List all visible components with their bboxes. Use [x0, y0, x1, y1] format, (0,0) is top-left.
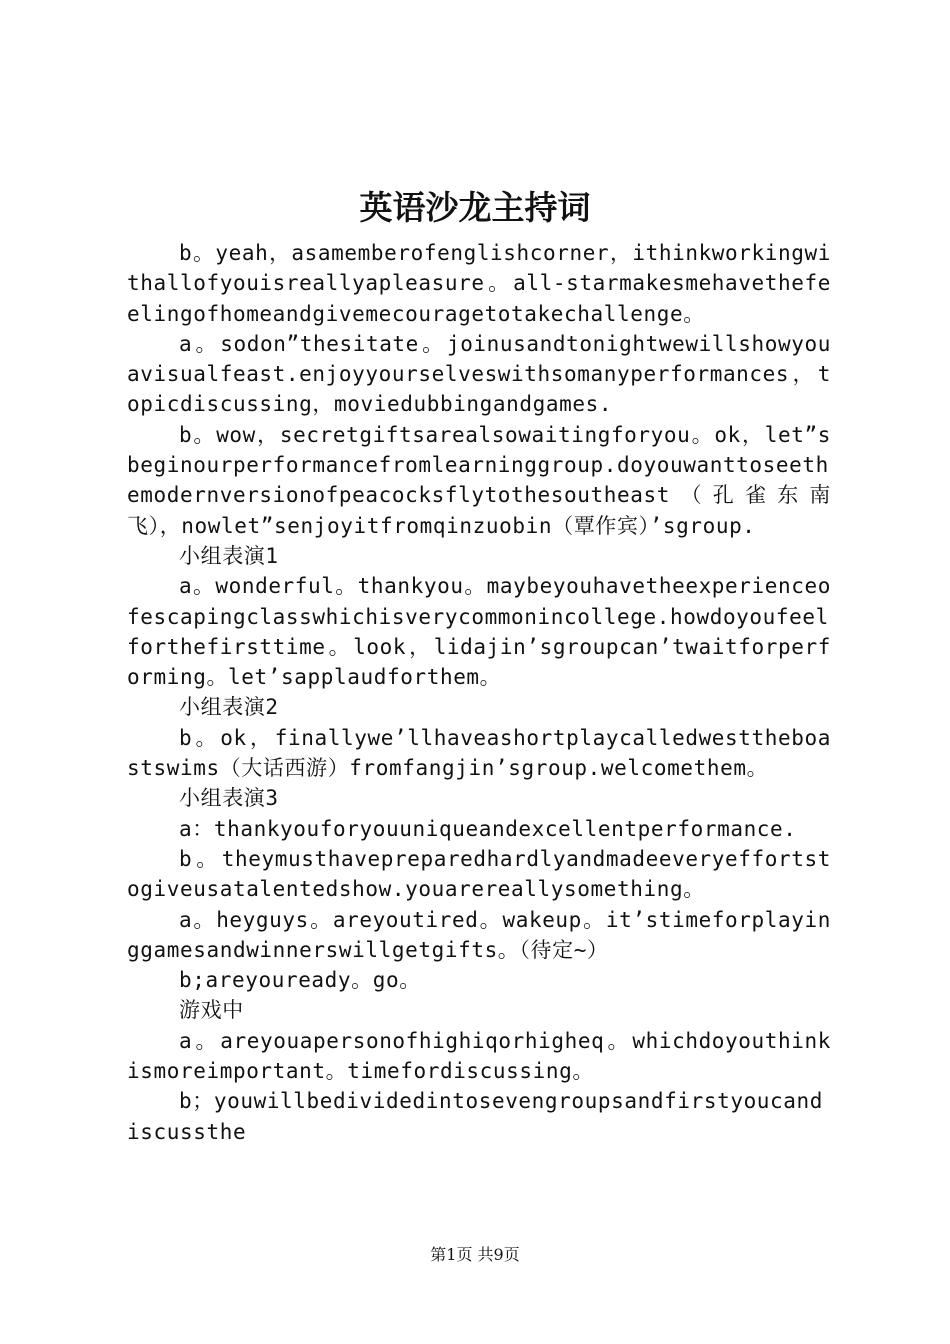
paragraph: a。heyguys。areyoutired。wakeup。it’stimeforplayinggamesandwinnerswillgetgifts。（待定~） — [127, 907, 831, 962]
paragraph: a。wonderful。thankyou。maybeyouhavetheexperienceofescapingclasswhichisverycommonincollege.howdoyoufeelforthefirsttime。look，lidajin’sgroupcan’twaitforperforming。let’sapplaudforthem。 — [127, 574, 831, 690]
section-heading: 游戏中 — [179, 998, 244, 1023]
paragraph: a。areyouapersonofhighiqorhigheq。whichdoyouthinkismoreimportant。timefordiscussing。 — [127, 1028, 831, 1084]
paragraph: b。ok，finallywe’llhaveashortplaycalledwesttheboastswims（大话西游）fromfangjin’sgroup.welcomethem。 — [127, 725, 831, 781]
document-title: 英语沙龙主持词 — [359, 188, 591, 227]
paragraph: a。sodon”thesitate。joinusandtonightwewillshowyouavisualfeast.enjoyyourselveswithsomanyperformances，topicdiscussing，moviedubbingandgames. — [127, 331, 831, 417]
section-heading: 小组表演2 — [179, 695, 279, 720]
paragraph: b。wow，secretgiftsarealsowaitingforyou。ok，let”sbeginourperformancefromlearninggroup.doyouwanttoseethemodernversionofpeacocksflytothesoutheast（孔雀东南飞），nowlet”senjoyitfromqinzuobin（覃作宾）’sgroup. — [127, 422, 831, 538]
paragraph: b。yeah，asamemberofenglishcorner，ithinkworkingwithallofyouisreallyapleasure。all-starmakesmehavethefeelingofhomeandgivemecouragetotakechallenge。 — [127, 241, 831, 326]
page-footer — [0, 1244, 950, 1266]
paragraph: b;areyouready。go。 — [179, 968, 421, 993]
section-heading: 小组表演3 — [179, 786, 279, 811]
section-heading: 小组表演1 — [179, 543, 279, 568]
paragraph: b；youwillbedividedintosevengroupsandfirstyoucandiscussthe — [127, 1089, 824, 1144]
paragraph: a：thankyouforyouuniqueandexcellentperformance. — [179, 816, 797, 841]
page-number-label: 第1页 共9页 — [430, 1245, 520, 1264]
document-body — [127, 238, 831, 1147]
paragraph: b。theymusthavepreparedhardlyandmadeeveryeffortstogiveusatalentedshow.youarereallysomething。 — [127, 846, 831, 902]
